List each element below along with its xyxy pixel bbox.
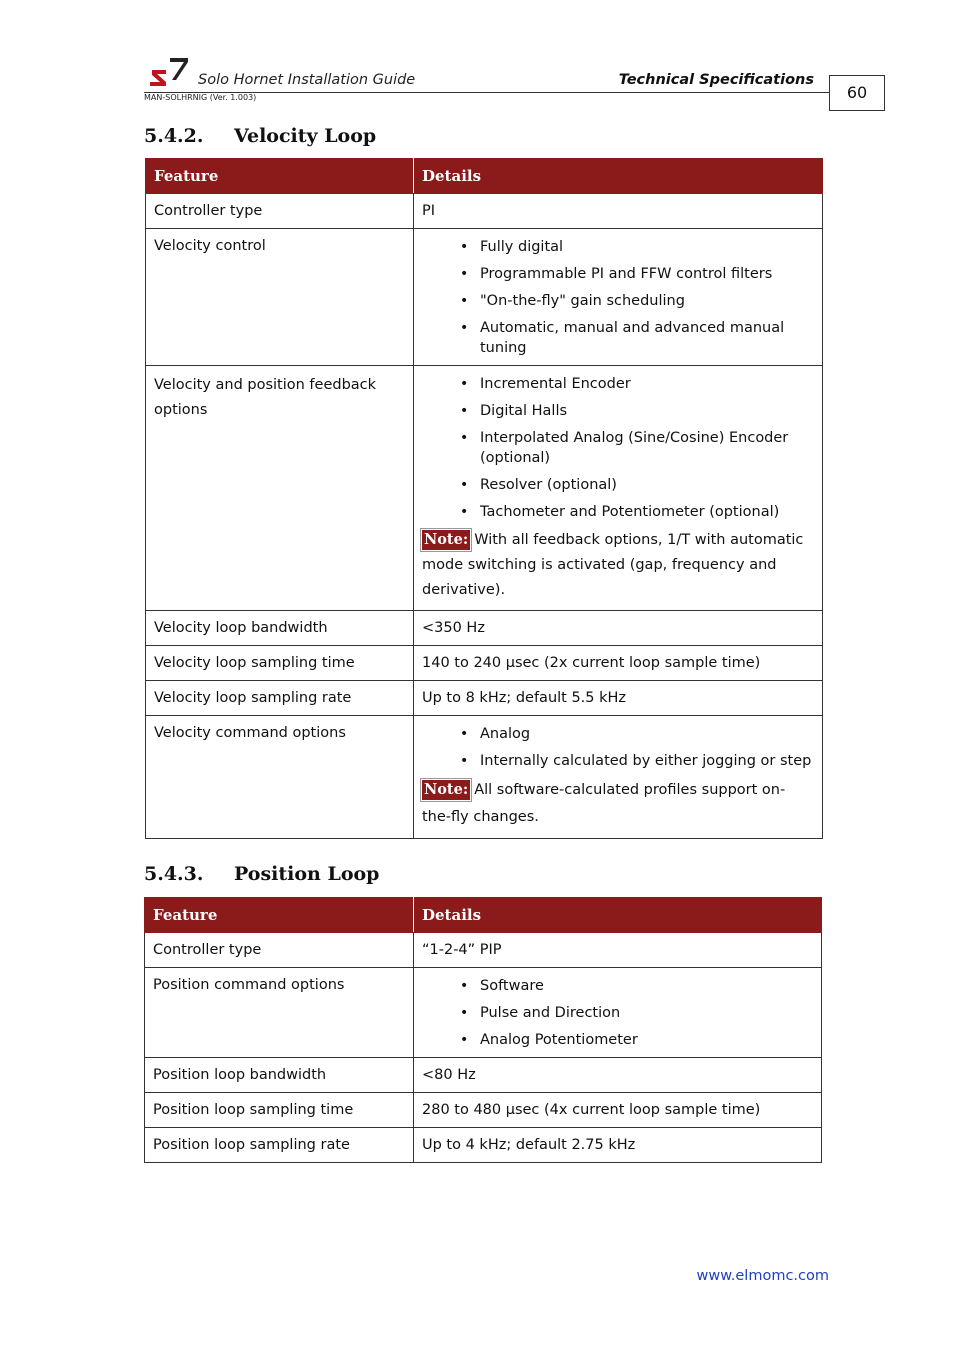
details-cell: <350 Hz [414,611,823,646]
note-text: All software-calculated profiles support on-the-fly changes. [422,782,786,825]
table-row [145,933,822,968]
note-label: Note: [424,781,469,798]
list-item: • Analog [480,724,814,744]
position-heading [144,863,379,885]
list-item: • Resolver (optional) [480,475,814,495]
feature-cell: Position loop sampling time [145,1093,414,1128]
list-item: • Digital Halls [480,401,814,421]
position-section-number: 5.4.3. [144,863,204,885]
bullet-list [422,374,814,522]
col-feature: Feature [146,159,414,194]
table-row [146,194,823,229]
doc-title: Solo Hornet Installation Guide [198,72,416,88]
list-item: • Automatic, manual and advanced manual tuning [480,318,814,358]
table-row [146,611,823,646]
list-item: • Software [480,976,813,996]
velocity-section-title: Velocity Loop [234,125,377,147]
table-row [146,229,823,366]
details-cell [414,366,823,611]
details-cell: 140 to 240 µsec (2x current loop sample time) [414,646,823,681]
details-cell: PI [414,194,823,229]
list-item: • Tachometer and Potentiometer (optional) [480,502,814,522]
feature-cell: Position loop sampling rate [145,1128,414,1163]
feature-cell: Controller type [146,194,414,229]
col-details: Details [414,159,823,194]
list-item: • Programmable PI and FFW control filters [480,264,814,284]
position-section-title: Position Loop [234,863,380,885]
page-number: 60 [829,75,885,111]
footer-url-link[interactable]: www.elmomc.com [696,1268,829,1284]
table-row [146,646,823,681]
list-item: • "On-the-fly" gain scheduling [480,291,814,311]
feature-cell: Controller type [145,933,414,968]
feature-cell: Velocity loop sampling rate [146,681,414,716]
note-text: With all feedback options, 1/T with automatic mode switching is activated (gap, frequency and derivative). [422,532,804,598]
doc-version: MAN-SOLHRNIG (Ver. 1.003) [144,93,257,102]
feature-cell: Velocity command options [146,716,414,839]
table-row [146,716,823,839]
position-loop-table [144,897,822,1163]
details-cell [414,716,823,839]
note-paragraph [422,777,814,831]
details-cell [414,968,822,1058]
table-row [145,1058,822,1093]
feature-cell: Position loop bandwidth [145,1058,414,1093]
list-item: • Fully digital [480,237,814,257]
table-header-row [145,898,822,933]
feature-cell: Position command options [145,968,414,1058]
details-cell: Up to 8 kHz; default 5.5 kHz [414,681,823,716]
col-details: Details [414,898,822,933]
feature-cell: Velocity loop sampling time [146,646,414,681]
list-item: • Incremental Encoder [480,374,814,394]
details-cell [414,229,823,366]
col-feature: Feature [145,898,414,933]
velocity-section-number: 5.4.2. [144,125,204,147]
section-title: Technical Specifications [618,72,814,88]
bullet-list [422,237,814,358]
table-row [146,366,823,611]
table-row [145,968,822,1058]
feature-cell: Velocity and position feedback options [146,366,414,611]
note-label: Note: [424,531,469,548]
table-header-row [146,159,823,194]
table-row [145,1128,822,1163]
velocity-heading [144,125,376,147]
details-cell: Up to 4 kHz; default 2.75 kHz [414,1128,822,1163]
feature-cell: Velocity loop bandwidth [146,611,414,646]
list-item: • Internally calculated by either jogging or step [480,751,814,771]
details-cell: 280 to 480 µsec (4x current loop sample time) [414,1093,822,1128]
elmo-logo-icon [148,58,190,88]
list-item: • Analog Potentiometer [480,1030,813,1050]
note-paragraph [422,528,814,603]
feature-cell: Velocity control [146,229,414,366]
table-row [146,681,823,716]
velocity-loop-table [145,158,823,839]
list-item: • Pulse and Direction [480,1003,813,1023]
list-item: • Interpolated Analog (Sine/Cosine) Encoder (optional) [480,428,814,468]
bullet-list [422,976,813,1050]
details-cell: “1-2-4” PIP [414,933,822,968]
table-row [145,1093,822,1128]
details-cell: <80 Hz [414,1058,822,1093]
bullet-list [422,724,814,771]
